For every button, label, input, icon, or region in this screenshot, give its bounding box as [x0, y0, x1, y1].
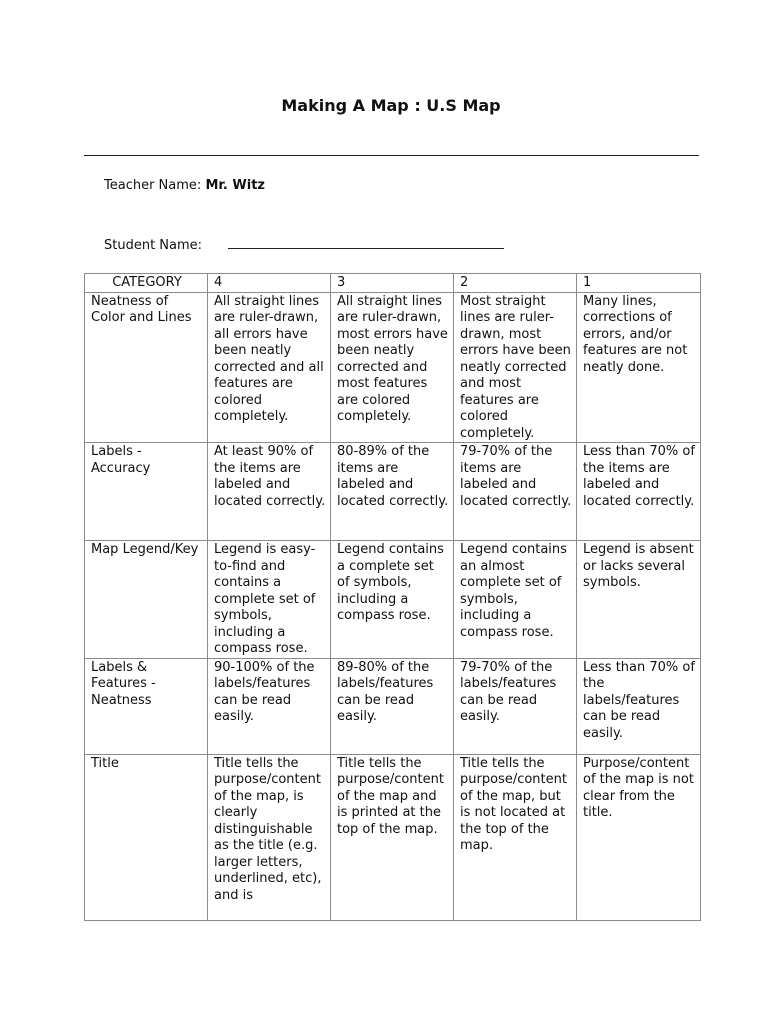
rubric-cell: 79-70% of the labels/features can be read easily.	[454, 658, 577, 754]
rubric-cell: At least 90% of the items are labeled and located correctly.	[208, 443, 331, 541]
table-row	[85, 658, 701, 754]
rubric-table	[84, 273, 701, 921]
table-row	[85, 541, 701, 659]
document-title: Making A Map : U.S Map	[281, 96, 501, 115]
title-divider	[84, 155, 699, 156]
rubric-cell: 79-70% of the items are labeled and located correctly.	[454, 443, 577, 541]
header-category: CATEGORY	[85, 274, 208, 293]
table-row	[85, 443, 701, 541]
row-category: Labels - Accuracy	[85, 443, 208, 541]
teacher-line	[104, 178, 265, 193]
row-category: Labels & Features - Neatness	[85, 658, 208, 754]
rubric-cell: Many lines, corrections of errors, and/or features are not neatly done.	[577, 292, 701, 443]
rubric-cell: All straight lines are ruler-drawn, all errors have been neatly corrected and all features are colored completely.	[208, 292, 331, 443]
teacher-name: Mr. Witz	[205, 178, 265, 193]
table-row	[85, 292, 701, 443]
student-label: Student Name:	[104, 238, 203, 253]
rubric-cell: 80-89% of the items are labeled and located correctly.	[331, 443, 454, 541]
teacher-label: Teacher Name:	[104, 178, 202, 193]
rubric-cell: Legend contains an almost complete set of symbols, including a compass rose.	[454, 541, 577, 659]
rubric-cell: Title tells the purpose/content of the map, is clearly distinguishable as the title (e.g. larger letters, underlined, etc), and is	[208, 754, 331, 920]
rubric-header-row	[85, 274, 701, 293]
rubric-cell: Legend is absent or lacks several symbols.	[577, 541, 701, 659]
rubric-cell: Title tells the purpose/content of the map and is printed at the top of the map.	[331, 754, 454, 920]
row-category: Map Legend/Key	[85, 541, 208, 659]
rubric-cell: 90-100% of the labels/features can be read easily.	[208, 658, 331, 754]
header-score-2: 2	[454, 274, 577, 293]
student-name-blank	[228, 236, 504, 249]
rubric-cell: Title tells the purpose/content of the map, but is not located at the top of the map.	[454, 754, 577, 920]
rubric-cell: Purpose/content of the map is not clear from the title.	[577, 754, 701, 920]
rubric-cell: Less than 70% of the labels/features can be read easily.	[577, 658, 701, 754]
rubric-cell: Less than 70% of the items are labeled and located correctly.	[577, 443, 701, 541]
row-category: Title	[85, 754, 208, 920]
rubric-cell: 89-80% of the labels/features can be read easily.	[331, 658, 454, 754]
header-score-1: 1	[577, 274, 701, 293]
header-score-4: 4	[208, 274, 331, 293]
rubric-cell: Legend contains a complete set of symbols, including a compass rose.	[331, 541, 454, 659]
rubric-cell: Legend is easy-to-find and contains a complete set of symbols, including a compass rose.	[208, 541, 331, 659]
table-row	[85, 754, 701, 920]
rubric-cell: Most straight lines are ruler-drawn, most errors have been neatly corrected and most features are colored completely.	[454, 292, 577, 443]
row-category: Neatness of Color and Lines	[85, 292, 208, 443]
header-score-3: 3	[331, 274, 454, 293]
rubric-cell: All straight lines are ruler-drawn, most errors have been neatly corrected and most features are colored completely.	[331, 292, 454, 443]
student-line	[104, 236, 504, 253]
